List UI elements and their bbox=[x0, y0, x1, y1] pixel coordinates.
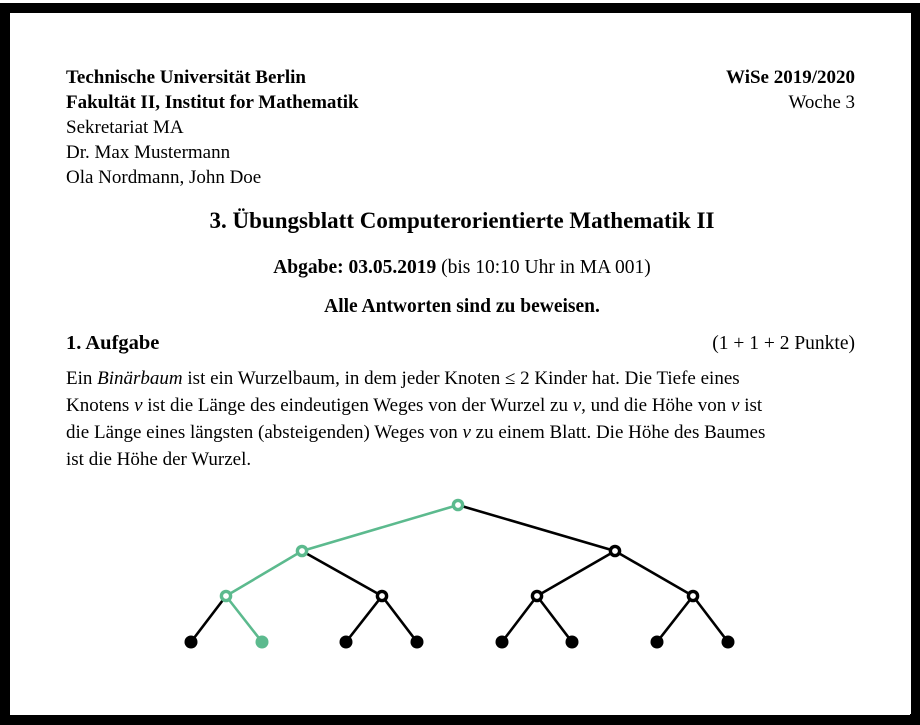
tree-node-lr bbox=[377, 591, 386, 600]
tree-node-lrr bbox=[411, 636, 424, 649]
math-var: v bbox=[134, 395, 143, 416]
tree-node-rl bbox=[532, 591, 541, 600]
header-right-block bbox=[726, 65, 855, 115]
tree-node-root bbox=[453, 500, 462, 509]
tree-edge-root-r bbox=[458, 505, 615, 551]
submission-details: (bis 10:10 Uhr in MA 001) bbox=[436, 257, 651, 278]
tree-edge-rr-rrr bbox=[693, 596, 728, 642]
tree-node-r bbox=[610, 546, 619, 555]
task-label: 1. Aufgabe bbox=[66, 332, 160, 354]
text-run: Knotens bbox=[66, 395, 135, 416]
binary-tree-figure bbox=[160, 480, 780, 660]
tree-edge-r-rl bbox=[537, 551, 615, 596]
submission-line bbox=[13, 256, 911, 280]
tree-node-l bbox=[297, 546, 306, 555]
header-line: Ola Nordmann, John Doe bbox=[66, 167, 262, 188]
paragraph-line bbox=[66, 365, 855, 392]
tree-edge-lr-lrl bbox=[346, 596, 382, 642]
paragraph-line bbox=[66, 446, 855, 473]
tree-edge-lr-lrr bbox=[382, 596, 417, 642]
tree-edge-ll-lll bbox=[191, 596, 226, 642]
tree-edge-ll-llr bbox=[226, 596, 262, 642]
math-var: v bbox=[731, 395, 740, 416]
tree-edge-rl-rll bbox=[502, 596, 537, 642]
task-heading-row bbox=[66, 332, 855, 355]
header-line: Sekretariat MA bbox=[66, 117, 184, 138]
document-header bbox=[66, 65, 855, 190]
paragraph-line bbox=[66, 392, 855, 419]
header-line: Fakultät II, Institut for Mathematik bbox=[66, 92, 359, 113]
notice-line: Alle Antworten sind zu beweisen. bbox=[324, 296, 600, 317]
task-points: (1 + 1 + 2 Punkte) bbox=[712, 333, 855, 354]
text-run: ist ein Wurzelbaum, in dem jeder Knoten ≤ 2 Kinder hat. Die Tiefe eines bbox=[182, 368, 740, 389]
header-line: WiSe 2019/2020 bbox=[726, 67, 855, 88]
tree-node-rr bbox=[688, 591, 697, 600]
binary-tree-svg bbox=[160, 480, 780, 660]
text-run: die Länge eines längsten (absteigenden) Weges von bbox=[66, 422, 463, 443]
math-var: v bbox=[462, 422, 471, 443]
tree-edge-rr-rrl bbox=[657, 596, 693, 642]
text-run: ist bbox=[739, 395, 763, 416]
paragraph-line bbox=[66, 419, 855, 446]
math-var: v bbox=[572, 395, 582, 416]
tree-node-rrl bbox=[651, 636, 664, 649]
tree-node-llr bbox=[256, 636, 269, 649]
tree-node-lrl bbox=[340, 636, 353, 649]
header-left-block bbox=[66, 65, 359, 190]
text-run: ist die Höhe der Wurzel. bbox=[66, 449, 252, 470]
header-line: Dr. Max Mustermann bbox=[66, 142, 231, 163]
tree-node-ll bbox=[221, 591, 230, 600]
text-run: Ein bbox=[66, 368, 98, 389]
header-line: Woche 3 bbox=[788, 92, 855, 113]
problem-text bbox=[66, 365, 855, 473]
tree-edge-rl-rlr bbox=[537, 596, 572, 642]
math-var: Binärbaum bbox=[97, 368, 183, 389]
tree-edge-l-ll bbox=[226, 551, 302, 596]
text-run: zu einem Blatt. Die Höhe des Baumes bbox=[470, 422, 766, 443]
tree-edge-l-lr bbox=[302, 551, 382, 596]
submission-date: Abgabe: 03.05.2019 bbox=[273, 257, 437, 278]
tree-node-lll bbox=[185, 636, 198, 649]
tree-edge-r-rr bbox=[615, 551, 693, 596]
tree-node-rll bbox=[496, 636, 509, 649]
page-title: 3. Übungsblatt Computerorientierte Mathematik II bbox=[209, 208, 715, 233]
tree-edge-root-l bbox=[302, 505, 458, 551]
header-line: Technische Universität Berlin bbox=[66, 67, 306, 88]
tree-node-rlr bbox=[566, 636, 579, 649]
text-run: , und die Höhe von bbox=[581, 395, 731, 416]
text-run: ist die Länge des eindeutigen Weges von der Wurzel zu bbox=[142, 395, 573, 416]
tree-node-rrr bbox=[722, 636, 735, 649]
